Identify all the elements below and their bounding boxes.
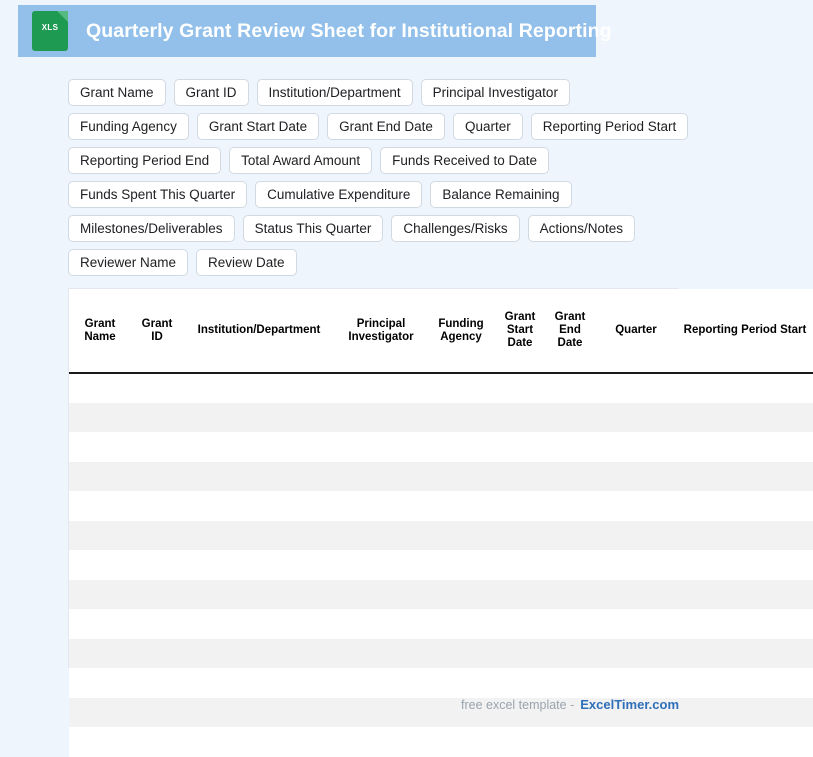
table-cell[interactable] [595, 403, 677, 433]
table-cell[interactable] [335, 462, 427, 492]
table-cell[interactable] [335, 609, 427, 639]
table-cell[interactable] [595, 727, 677, 757]
field-chip-actions-notes[interactable]: Actions/Notes [528, 215, 635, 242]
column-header-grant-start-date[interactable]: Grant Start Date [495, 289, 545, 373]
field-chip-grant-id[interactable]: Grant ID [174, 79, 249, 106]
table-row[interactable] [69, 639, 813, 669]
table-cell[interactable] [545, 403, 595, 433]
table-cell[interactable] [183, 432, 335, 462]
table-row[interactable] [69, 609, 813, 639]
field-chip-status-this-quarter[interactable]: Status This Quarter [243, 215, 384, 242]
footer-free-text: free excel template - [460, 698, 575, 712]
field-chip-reporting-period-end[interactable]: Reporting Period End [68, 147, 221, 174]
table-cell[interactable] [495, 491, 545, 521]
table-cell[interactable] [427, 727, 495, 757]
table-cell[interactable] [69, 727, 131, 757]
column-header-funding-agency[interactable]: Funding Agency [427, 289, 495, 373]
table-cell[interactable] [131, 727, 183, 757]
page-fold-icon [57, 11, 68, 22]
table-cell[interactable] [69, 432, 131, 462]
footer-brand-link[interactable]: ExcelTimer.com [580, 697, 679, 712]
field-chip-balance-remaining[interactable]: Balance Remaining [430, 181, 571, 208]
table-cell[interactable] [677, 550, 813, 580]
table-cell[interactable] [495, 403, 545, 433]
table-cell[interactable] [545, 491, 595, 521]
table-cell[interactable] [427, 521, 495, 551]
field-chip-reporting-period-start[interactable]: Reporting Period Start [531, 113, 689, 140]
table-cell[interactable] [427, 639, 495, 669]
field-chip-principal-investigator[interactable]: Principal Investigator [421, 79, 570, 106]
table-cell[interactable] [545, 432, 595, 462]
table-body [69, 373, 813, 757]
table-row[interactable] [69, 668, 813, 698]
table-cell[interactable] [427, 668, 495, 698]
table-cell[interactable] [495, 727, 545, 757]
table-cell[interactable] [183, 639, 335, 669]
table-cell[interactable] [131, 462, 183, 492]
column-header-reporting-period-start[interactable]: Reporting Period Start [677, 289, 813, 373]
table-cell[interactable] [677, 403, 813, 433]
table-cell[interactable] [677, 462, 813, 492]
grant-review-table [68, 288, 807, 668]
table-cell[interactable] [677, 373, 813, 403]
table-row[interactable] [69, 698, 813, 728]
table-cell[interactable] [69, 668, 131, 698]
table-cell[interactable] [69, 639, 131, 669]
table-cell[interactable] [183, 668, 335, 698]
table-cell[interactable] [677, 491, 813, 521]
table-cell[interactable] [545, 668, 595, 698]
table-cell[interactable] [545, 580, 595, 610]
table-cell[interactable] [595, 580, 677, 610]
table-cell[interactable] [69, 462, 131, 492]
xls-icon-label: XLS [41, 23, 59, 32]
table-cell[interactable] [183, 462, 335, 492]
table-cell[interactable] [595, 432, 677, 462]
field-chip-grant-start-date[interactable]: Grant Start Date [197, 113, 319, 140]
column-header-grant-end-date[interactable]: Grant End Date [545, 289, 595, 373]
table-cell[interactable] [595, 550, 677, 580]
table-cell[interactable] [69, 580, 131, 610]
table-cell[interactable] [335, 668, 427, 698]
table-cell[interactable] [131, 639, 183, 669]
column-header-institution-department[interactable]: Institution/Department [183, 289, 335, 373]
column-header-principal-investigator[interactable]: Principal Investigator [335, 289, 427, 373]
table-cell[interactable] [335, 432, 427, 462]
table-row[interactable] [69, 432, 813, 462]
table-cell[interactable] [131, 491, 183, 521]
table-cell[interactable] [183, 373, 335, 403]
table-row[interactable] [69, 550, 813, 580]
table-cell[interactable] [131, 668, 183, 698]
table-cell[interactable] [427, 491, 495, 521]
table-cell[interactable] [69, 491, 131, 521]
table-cell[interactable] [131, 432, 183, 462]
document-header [18, 5, 612, 57]
field-chip-milestones-deliverables[interactable]: Milestones/Deliverables [68, 215, 235, 242]
table-cell[interactable] [495, 432, 545, 462]
table-cell[interactable] [545, 609, 595, 639]
table-cell[interactable] [335, 639, 427, 669]
table-row[interactable] [69, 462, 813, 492]
table-cell[interactable] [183, 580, 335, 610]
field-chip-challenges-risks[interactable]: Challenges/Risks [391, 215, 519, 242]
table-cell[interactable] [595, 521, 677, 551]
field-chip-total-award-amount[interactable]: Total Award Amount [229, 147, 372, 174]
table-cell[interactable] [677, 580, 813, 610]
footer-attribution [461, 697, 679, 712]
table-cell[interactable] [335, 521, 427, 551]
table-cell[interactable] [183, 491, 335, 521]
table-cell[interactable] [131, 550, 183, 580]
table-cell[interactable] [183, 403, 335, 433]
field-chip-funding-agency[interactable]: Funding Agency [68, 113, 189, 140]
table-cell[interactable] [545, 462, 595, 492]
table-cell[interactable] [183, 609, 335, 639]
table-cell[interactable] [677, 609, 813, 639]
table-cell[interactable] [677, 727, 813, 757]
table-cell[interactable] [131, 609, 183, 639]
table-cell[interactable] [335, 580, 427, 610]
table-header-row [69, 289, 813, 373]
table-cell[interactable] [427, 580, 495, 610]
table-cell[interactable] [335, 727, 427, 757]
table-cell[interactable] [183, 550, 335, 580]
field-chip-quarter[interactable]: Quarter [453, 113, 523, 140]
table-row[interactable] [69, 373, 813, 403]
field-chip-list [68, 79, 698, 276]
field-chip-funds-received-to-date[interactable]: Funds Received to Date [380, 147, 549, 174]
table-cell[interactable] [495, 639, 545, 669]
table-cell[interactable] [131, 373, 183, 403]
table-row[interactable] [69, 403, 813, 433]
table-cell[interactable] [427, 462, 495, 492]
column-header-grant-id[interactable]: Grant ID [131, 289, 183, 373]
table-cell[interactable] [69, 698, 131, 728]
field-chip-grant-end-date[interactable]: Grant End Date [327, 113, 445, 140]
page-title: Quarterly Grant Review Sheet for Institutional Reporting [86, 19, 612, 42]
table-cell[interactable] [595, 668, 677, 698]
table-cell[interactable] [595, 462, 677, 492]
table-cell[interactable] [677, 432, 813, 462]
table-cell[interactable] [595, 373, 677, 403]
table-cell[interactable] [545, 373, 595, 403]
table-cell[interactable] [495, 462, 545, 492]
table-row[interactable] [69, 727, 813, 757]
table-cell[interactable] [427, 403, 495, 433]
table-cell[interactable] [69, 373, 131, 403]
table-cell[interactable] [183, 727, 335, 757]
table-cell[interactable] [495, 609, 545, 639]
table-cell[interactable] [69, 521, 131, 551]
table-cell[interactable] [495, 668, 545, 698]
table-cell[interactable] [595, 609, 677, 639]
table-cell[interactable] [545, 727, 595, 757]
table-cell[interactable] [131, 403, 183, 433]
table-cell[interactable] [427, 432, 495, 462]
xls-file-icon [32, 11, 68, 51]
column-header-grant-name[interactable]: Grant Name [69, 289, 131, 373]
field-chip-grant-name[interactable]: Grant Name [68, 79, 166, 106]
table-cell[interactable] [427, 609, 495, 639]
table-cell[interactable] [183, 521, 335, 551]
table-cell[interactable] [131, 521, 183, 551]
table-cell[interactable] [131, 580, 183, 610]
field-chip-cumulative-expenditure[interactable]: Cumulative Expenditure [255, 181, 422, 208]
table-row[interactable] [69, 521, 813, 551]
table-cell[interactable] [677, 521, 813, 551]
table-cell[interactable] [545, 521, 595, 551]
table-cell[interactable] [677, 639, 813, 669]
table-cell[interactable] [677, 668, 813, 698]
table-cell[interactable] [183, 698, 335, 728]
table-cell[interactable] [335, 403, 427, 433]
table-cell[interactable] [595, 491, 677, 521]
column-header-quarter[interactable]: Quarter [595, 289, 677, 373]
table-cell[interactable] [495, 580, 545, 610]
field-chip-funds-spent-this-quarter[interactable]: Funds Spent This Quarter [68, 181, 247, 208]
field-chip-institution-department[interactable]: Institution/Department [257, 79, 413, 106]
table-row[interactable] [69, 580, 813, 610]
table-cell[interactable] [131, 698, 183, 728]
field-chip-reviewer-name[interactable]: Reviewer Name [68, 249, 188, 276]
table-cell[interactable] [495, 373, 545, 403]
table-cell[interactable] [545, 639, 595, 669]
table-cell[interactable] [335, 550, 427, 580]
table-cell[interactable] [677, 698, 813, 728]
table-cell[interactable] [495, 550, 545, 580]
table-cell[interactable] [69, 550, 131, 580]
table-cell[interactable] [545, 550, 595, 580]
table-cell[interactable] [427, 550, 495, 580]
table-row[interactable] [69, 491, 813, 521]
table-cell[interactable] [495, 521, 545, 551]
table-cell[interactable] [427, 373, 495, 403]
table-cell[interactable] [335, 491, 427, 521]
table-cell[interactable] [69, 609, 131, 639]
table-cell[interactable] [335, 373, 427, 403]
table-cell[interactable] [595, 639, 677, 669]
field-chip-review-date[interactable]: Review Date [196, 249, 297, 276]
table-cell[interactable] [69, 403, 131, 433]
table-cell[interactable] [335, 698, 427, 728]
